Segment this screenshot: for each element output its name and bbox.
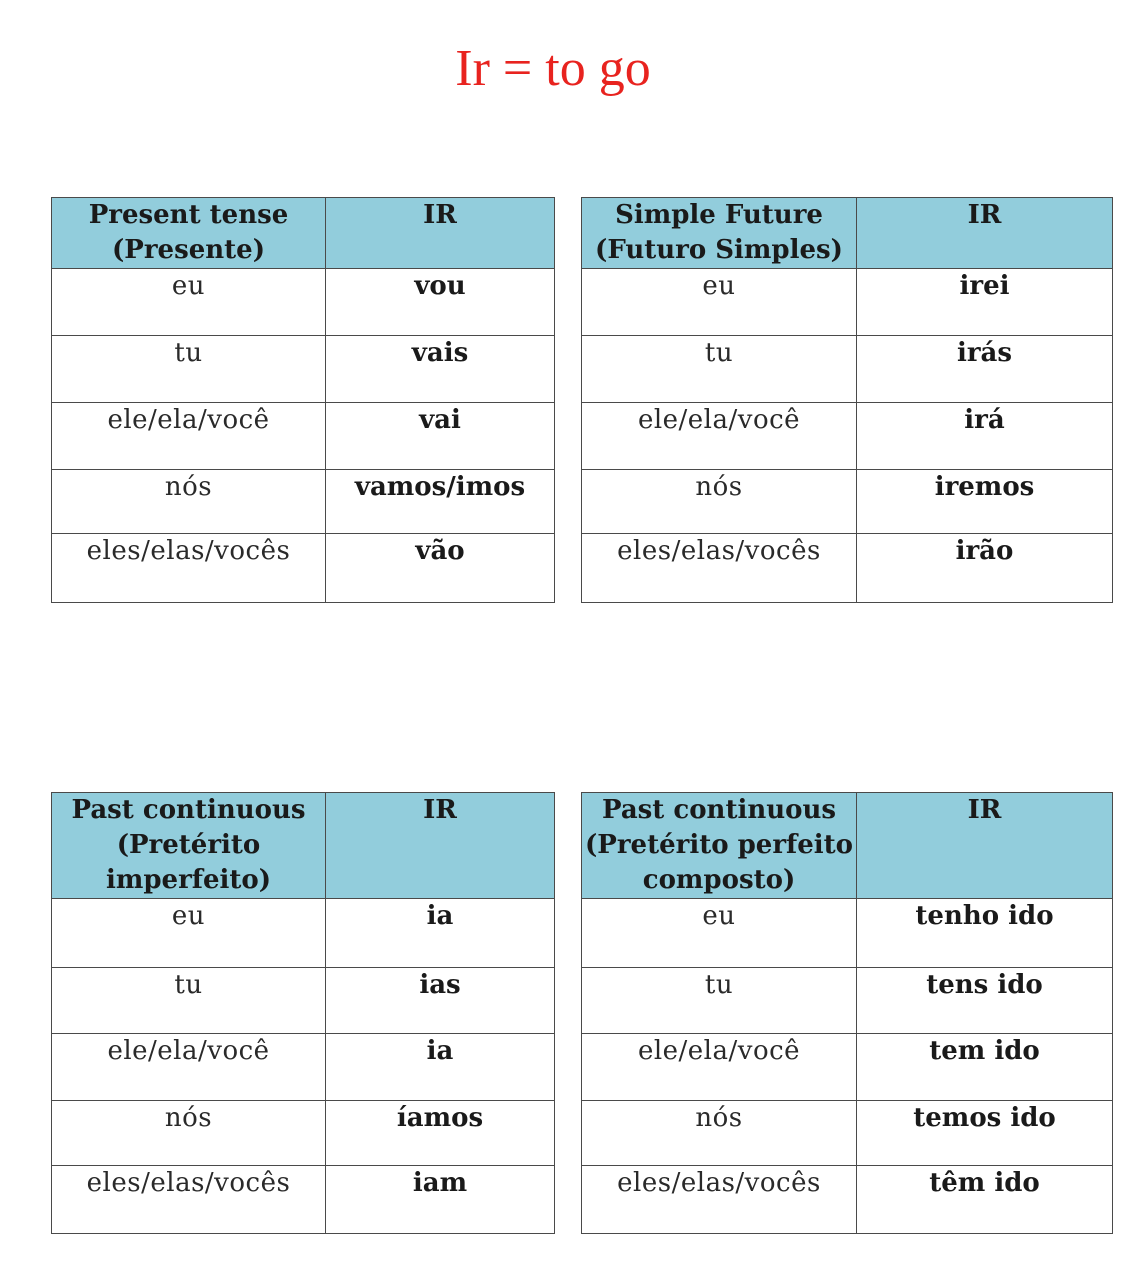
verb-form-cell: ia <box>326 1034 555 1101</box>
table-row <box>52 269 555 336</box>
verb-form-cell: vão <box>326 534 555 603</box>
pronoun-cell: ele/ela/você <box>52 403 326 470</box>
verb-form-cell: irás <box>857 336 1113 403</box>
table-row <box>52 899 555 968</box>
table-row <box>582 534 1113 603</box>
verb-form-cell: iremos <box>857 470 1113 534</box>
pronoun-cell: eles/elas/vocês <box>582 534 857 603</box>
pronoun-cell: ele/ela/você <box>582 403 857 470</box>
pronoun-cell: ele/ela/você <box>582 1034 857 1101</box>
pronoun-cell: eu <box>582 899 857 968</box>
verb-form-cell: ias <box>326 968 555 1034</box>
pronoun-cell: eles/elas/vocês <box>52 534 326 603</box>
table-row <box>582 403 1113 470</box>
verb-form-cell: irei <box>857 269 1113 336</box>
table-row <box>582 470 1113 534</box>
verb-header: IR <box>857 198 1113 269</box>
verb-form-cell: irá <box>857 403 1113 470</box>
pronoun-cell: eles/elas/vocês <box>582 1166 857 1234</box>
verb-form-cell: tem ido <box>857 1034 1113 1101</box>
table-row <box>52 534 555 603</box>
pronoun-cell: tu <box>582 336 857 403</box>
table-row <box>582 1166 1113 1234</box>
table-row <box>52 1034 555 1101</box>
pronoun-cell: eu <box>52 899 326 968</box>
pronoun-cell: nós <box>52 470 326 534</box>
table-header-row <box>582 198 1113 269</box>
tense-header: Past continuous (Pretérito perfeito composto) <box>582 793 857 899</box>
verb-form-cell: vai <box>326 403 555 470</box>
table-row <box>52 1101 555 1166</box>
pronoun-cell: tu <box>582 968 857 1034</box>
table-header-row <box>52 198 555 269</box>
verb-form-cell: irão <box>857 534 1113 603</box>
table-row <box>52 968 555 1034</box>
pronoun-cell: ele/ela/você <box>52 1034 326 1101</box>
table-row <box>52 1166 555 1234</box>
past-perfect-compound-table <box>581 792 1113 1234</box>
table-header-row <box>582 793 1113 899</box>
verb-form-cell: vamos/imos <box>326 470 555 534</box>
simple-future-table <box>581 197 1113 603</box>
verb-form-cell: tens ido <box>857 968 1113 1034</box>
table-row <box>582 1034 1113 1101</box>
table-header-row <box>52 793 555 899</box>
verb-header: IR <box>326 793 555 899</box>
tense-header: Present tense (Presente) <box>52 198 326 269</box>
table-row <box>582 899 1113 968</box>
table-row <box>52 336 555 403</box>
table-row <box>52 470 555 534</box>
pronoun-cell: eu <box>582 269 857 336</box>
pronoun-cell: nós <box>582 470 857 534</box>
tense-header: Simple Future (Futuro Simples) <box>582 198 857 269</box>
table-row <box>582 1101 1113 1166</box>
present-tense-table <box>51 197 555 603</box>
verb-header: IR <box>857 793 1113 899</box>
pronoun-cell: tu <box>52 968 326 1034</box>
past-imperfect-table <box>51 792 555 1234</box>
table-row <box>582 269 1113 336</box>
table-row <box>52 403 555 470</box>
verb-form-cell: tenho ido <box>857 899 1113 968</box>
pronoun-cell: nós <box>582 1101 857 1166</box>
table-row <box>582 968 1113 1034</box>
verb-form-cell: temos ido <box>857 1101 1113 1166</box>
pronoun-cell: tu <box>52 336 326 403</box>
tense-header: Past continuous (Pretérito imperfeito) <box>52 793 326 899</box>
table-row <box>582 336 1113 403</box>
verb-form-cell: íamos <box>326 1101 555 1166</box>
page-title: Ir = to go <box>455 40 651 97</box>
verb-header: IR <box>326 198 555 269</box>
verb-form-cell: ia <box>326 899 555 968</box>
pronoun-cell: eles/elas/vocês <box>52 1166 326 1234</box>
verb-form-cell: têm ido <box>857 1166 1113 1234</box>
verb-form-cell: vais <box>326 336 555 403</box>
pronoun-cell: eu <box>52 269 326 336</box>
verb-form-cell: iam <box>326 1166 555 1234</box>
pronoun-cell: nós <box>52 1101 326 1166</box>
verb-form-cell: vou <box>326 269 555 336</box>
